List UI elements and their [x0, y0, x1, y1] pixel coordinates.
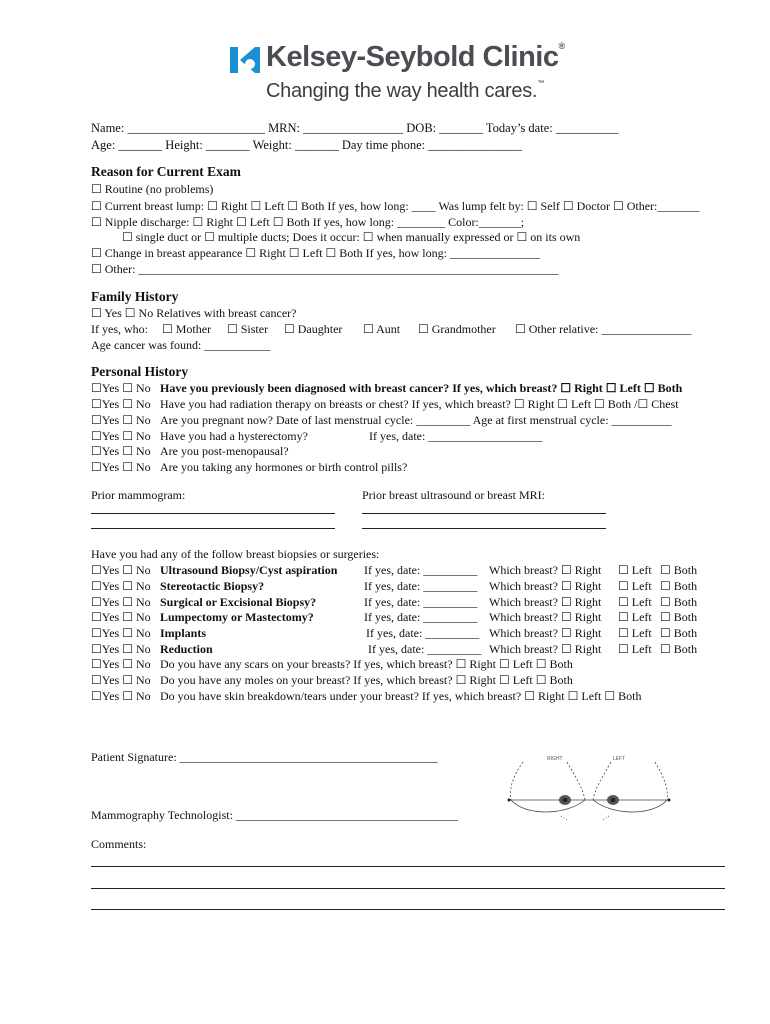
- biopsy-label: Lumpectomy or Mastectomy?: [160, 610, 314, 624]
- family-option-mother[interactable]: ☐ Mother: [162, 322, 212, 336]
- q-skin-breakdown[interactable]: Do you have skin breakdown/tears under your breast? If yes, which breast? ☐ Right ☐ Left ☐ Both: [160, 689, 642, 703]
- biopsy-both[interactable]: ☐ Both: [660, 626, 698, 640]
- biopsy-which-right[interactable]: Which breast? ☐ Right: [489, 642, 602, 656]
- q-pregnant[interactable]: Are you pregnant now? Date of last menstrual cycle: _________ Age at first menstrual cycle: __________: [160, 413, 672, 427]
- breast-diagram: [505, 758, 673, 820]
- biopsy-both[interactable]: ☐ Both: [660, 642, 698, 656]
- yes-no-checkbox[interactable]: ☐Yes ☐ No: [91, 626, 151, 640]
- biopsy-date[interactable]: If yes, date: _________: [364, 579, 478, 593]
- yes-no-checkbox[interactable]: ☐Yes ☐ No: [91, 689, 151, 703]
- biopsy-label: Stereotactic Biopsy?: [160, 579, 265, 593]
- yes-no-checkbox[interactable]: ☐Yes ☐ No: [91, 657, 151, 671]
- clinic-logo-icon: [229, 44, 261, 76]
- prior-ultrasound-line-1[interactable]: [362, 513, 606, 514]
- biopsy-date[interactable]: If yes, date: _________: [364, 563, 478, 577]
- clinic-tagline: Changing the way health cares.™: [266, 80, 544, 102]
- comments-line-3[interactable]: [91, 909, 725, 910]
- biopsy-left[interactable]: ☐ Left: [618, 595, 652, 609]
- diagram-label-right: RIGHT: [547, 756, 563, 762]
- mammography-technologist[interactable]: Mammography Technologist: _____________________________________: [91, 808, 458, 822]
- family-option-grandmother[interactable]: ☐ Grandmother: [418, 322, 496, 336]
- biopsy-which-right[interactable]: Which breast? ☐ Right: [489, 595, 602, 609]
- clinic-logo: [229, 44, 261, 76]
- q-hormones[interactable]: Are you taking any hormones or birth control pills?: [160, 460, 408, 474]
- comments-line-1[interactable]: [91, 866, 725, 867]
- family-option-other[interactable]: ☐ Other relative: _______________: [515, 322, 692, 336]
- personal-heading: Personal History: [91, 364, 189, 379]
- family-age-found[interactable]: Age cancer was found: ___________: [91, 338, 271, 352]
- reason-heading: Reason for Current Exam: [91, 164, 241, 179]
- reason-breast-lump[interactable]: ☐ Current breast lump: ☐ Right ☐ Left ☐ Both If yes, how long: ____ Was lump felt by: ☐ Self ☐ Doctor ☐ Other:_______: [91, 199, 700, 213]
- q-hysterectomy[interactable]: Have you had a hysterectomy?: [160, 429, 308, 443]
- reason-change-appearance[interactable]: ☐ Change in breast appearance ☐ Right ☐ Left ☐ Both If yes, how long: _______________: [91, 246, 540, 260]
- biopsy-which-right[interactable]: Which breast? ☐ Right: [489, 563, 602, 577]
- clinic-name: Kelsey-Seybold Clinic®: [266, 41, 565, 73]
- biopsy-which-right[interactable]: Which breast? ☐ Right: [489, 610, 602, 624]
- yes-no-checkbox[interactable]: ☐Yes ☐ No: [91, 595, 151, 609]
- reason-routine[interactable]: ☐ Routine (no problems): [91, 182, 214, 196]
- biopsy-left[interactable]: ☐ Left: [618, 610, 652, 624]
- q-post-menopausal[interactable]: Are you post-menopausal?: [160, 444, 289, 458]
- biopsy-label: Ultrasound Biopsy/Cyst aspiration: [160, 563, 338, 577]
- comments-line-2[interactable]: [91, 888, 725, 889]
- yes-no-checkbox[interactable]: ☐Yes ☐ No: [91, 413, 151, 427]
- patient-signature[interactable]: Patient Signature: ___________________________________________: [91, 750, 438, 764]
- biopsy-label: Surgical or Excisional Biopsy?: [160, 595, 317, 609]
- prior-ultrasound-line-2[interactable]: [362, 528, 606, 529]
- yes-no-checkbox[interactable]: ☐Yes ☐ No: [91, 610, 151, 624]
- yes-no-checkbox[interactable]: ☐Yes ☐ No: [91, 563, 151, 577]
- yes-no-checkbox[interactable]: ☐Yes ☐ No: [91, 397, 151, 411]
- family-who-label: If yes, who:: [91, 322, 148, 336]
- biopsy-label: Reduction: [160, 642, 213, 656]
- biopsy-intro: Have you had any of the follow breast biopsies or surgeries:: [91, 547, 380, 561]
- reason-discharge-detail[interactable]: ☐ single duct or ☐ multiple ducts; Does it occur: ☐ when manually expressed or ☐ on its own: [122, 230, 581, 244]
- family-option-aunt[interactable]: ☐ Aunt: [363, 322, 401, 336]
- prior-mammogram-label: Prior mammogram:: [91, 488, 186, 502]
- breast-diagram-icon: [505, 758, 673, 820]
- biopsy-both[interactable]: ☐ Both: [660, 579, 698, 593]
- q-hysterectomy-date[interactable]: If yes, date: ___________________: [369, 429, 543, 443]
- biopsy-left[interactable]: ☐ Left: [618, 626, 652, 640]
- biopsy-label: Implants: [160, 626, 207, 640]
- family-relatives-question[interactable]: ☐ Yes ☐ No Relatives with breast cancer?: [91, 306, 297, 320]
- patient-info-row-1[interactable]: Name: ______________________ MRN: ________________ DOB: _______ Today’s date: __________: [91, 121, 619, 135]
- patient-info-row-2[interactable]: Age: _______ Height: _______ Weight: _______ Day time phone: _______________: [91, 138, 523, 152]
- biopsy-date[interactable]: If yes, date: _________: [368, 642, 482, 656]
- yes-no-checkbox[interactable]: ☐Yes ☐ No: [91, 642, 151, 656]
- biopsy-both[interactable]: ☐ Both: [660, 610, 698, 624]
- biopsy-date[interactable]: If yes, date: _________: [364, 595, 478, 609]
- q-previous-cancer[interactable]: Have you previously been diagnosed with breast cancer? If yes, which breast? ☐ Right ☐ Left ☐ Both: [160, 381, 683, 395]
- reason-nipple-discharge[interactable]: ☐ Nipple discharge: ☐ Right ☐ Left ☐ Both If yes, how long: ________ Color:_______;: [91, 215, 525, 229]
- biopsy-which-right[interactable]: Which breast? ☐ Right: [489, 579, 602, 593]
- biopsy-both[interactable]: ☐ Both: [660, 563, 698, 577]
- biopsy-left[interactable]: ☐ Left: [618, 579, 652, 593]
- yes-no-checkbox[interactable]: ☐Yes ☐ No: [91, 460, 151, 474]
- biopsy-both[interactable]: ☐ Both: [660, 595, 698, 609]
- q-scars[interactable]: Do you have any scars on your breasts? If yes, which breast? ☐ Right ☐ Left ☐ Both: [160, 657, 573, 671]
- diagram-label-left: LEFT: [613, 756, 626, 762]
- biopsy-date[interactable]: If yes, date: _________: [364, 610, 478, 624]
- family-heading: Family History: [91, 289, 179, 304]
- q-radiation[interactable]: Have you had radiation therapy on breasts or chest? If yes, which breast? ☐ Right ☐ Left ☐ Both /☐ Chest: [160, 397, 679, 411]
- yes-no-checkbox[interactable]: ☐Yes ☐ No: [91, 444, 151, 458]
- biopsy-left[interactable]: ☐ Left: [618, 563, 652, 577]
- yes-no-checkbox[interactable]: ☐Yes ☐ No: [91, 429, 151, 443]
- yes-no-checkbox[interactable]: ☐Yes ☐ No: [91, 381, 151, 395]
- prior-mammogram-line-2[interactable]: [91, 528, 335, 529]
- biopsy-which-right[interactable]: Which breast? ☐ Right: [489, 626, 602, 640]
- family-option-sister[interactable]: ☐ Sister: [227, 322, 269, 336]
- biopsy-date[interactable]: If yes, date: _________: [366, 626, 480, 640]
- prior-mammogram-line-1[interactable]: [91, 513, 335, 514]
- yes-no-checkbox[interactable]: ☐Yes ☐ No: [91, 579, 151, 593]
- family-option-daughter[interactable]: ☐ Daughter: [284, 322, 343, 336]
- biopsy-left[interactable]: ☐ Left: [618, 642, 652, 656]
- comments-label: Comments:: [91, 837, 147, 851]
- q-moles[interactable]: Do you have any moles on your breast? If yes, which breast? ☐ Right ☐ Left ☐ Both: [160, 673, 573, 687]
- prior-ultrasound-label: Prior breast ultrasound or breast MRI:: [362, 488, 545, 502]
- yes-no-checkbox[interactable]: ☐Yes ☐ No: [91, 673, 151, 687]
- reason-other[interactable]: ☐ Other: ______________________________________________________________________: [91, 262, 559, 276]
